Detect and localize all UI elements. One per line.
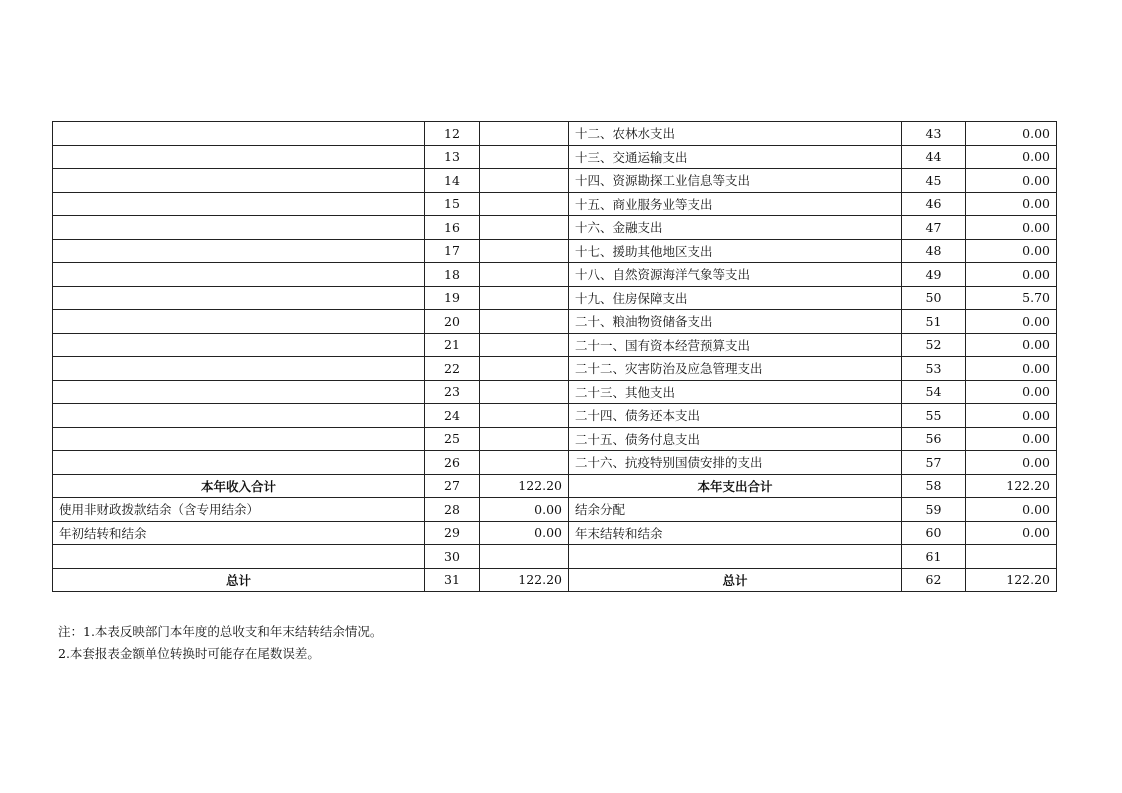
income-item-cell (53, 286, 425, 310)
expense-amount-cell: 0.00 (966, 380, 1057, 404)
expense-item-cell: 年末结转和结余 (569, 521, 902, 545)
income-line-number-cell: 22 (425, 357, 480, 381)
expense-amount-cell: 0.00 (966, 239, 1057, 263)
expense-amount-cell: 122.20 (966, 568, 1057, 592)
expense-line-number-cell: 43 (902, 122, 966, 146)
expense-item-cell: 结余分配 (569, 498, 902, 522)
expense-item-cell: 总计 (569, 568, 902, 592)
income-amount-cell (480, 216, 569, 240)
income-line-number-cell: 13 (425, 145, 480, 169)
income-amount-cell (480, 263, 569, 287)
table-row (53, 545, 1057, 569)
expense-amount-cell: 0.00 (966, 169, 1057, 193)
expense-amount-cell: 0.00 (966, 333, 1057, 357)
table-row (53, 427, 1057, 451)
expense-item-cell: 十七、援助其他地区支出 (569, 239, 902, 263)
expense-amount-cell: 0.00 (966, 521, 1057, 545)
footnotes (58, 621, 382, 665)
expense-line-number-cell: 47 (902, 216, 966, 240)
table-row (53, 286, 1057, 310)
income-item-cell (53, 333, 425, 357)
expense-item-cell (569, 545, 902, 569)
income-line-number-cell: 21 (425, 333, 480, 357)
income-amount-cell: 0.00 (480, 521, 569, 545)
income-line-number-cell: 18 (425, 263, 480, 287)
income-item-cell: 本年收入合计 (53, 474, 425, 498)
income-item-cell (53, 169, 425, 193)
expense-line-number-cell: 48 (902, 239, 966, 263)
table-row (53, 192, 1057, 216)
expense-amount-cell: 0.00 (966, 357, 1057, 381)
expense-item-cell: 十四、资源勘探工业信息等支出 (569, 169, 902, 193)
expense-item-cell: 二十六、抗疫特别国债安排的支出 (569, 451, 902, 475)
expense-item-cell: 二十、粮油物资储备支出 (569, 310, 902, 334)
expense-line-number-cell: 57 (902, 451, 966, 475)
income-amount-cell (480, 192, 569, 216)
table-row (53, 263, 1057, 287)
income-item-cell (53, 145, 425, 169)
expense-line-number-cell: 51 (902, 310, 966, 334)
table-row (53, 474, 1057, 498)
table-row (53, 310, 1057, 334)
income-amount-cell (480, 451, 569, 475)
income-item-cell (53, 427, 425, 451)
income-amount-cell: 0.00 (480, 498, 569, 522)
income-amount-cell (480, 357, 569, 381)
expense-line-number-cell: 49 (902, 263, 966, 287)
income-amount-cell (480, 169, 569, 193)
expense-item-cell: 十八、自然资源海洋气象等支出 (569, 263, 902, 287)
income-item-cell (53, 380, 425, 404)
expense-item-cell: 十九、住房保障支出 (569, 286, 902, 310)
expense-line-number-cell: 59 (902, 498, 966, 522)
income-item-cell (53, 310, 425, 334)
income-line-number-cell: 26 (425, 451, 480, 475)
expense-amount-cell: 0.00 (966, 216, 1057, 240)
income-amount-cell (480, 122, 569, 146)
table-row (53, 122, 1057, 146)
income-item-cell (53, 239, 425, 263)
income-amount-cell (480, 545, 569, 569)
expense-amount-cell: 0.00 (966, 451, 1057, 475)
income-amount-cell (480, 380, 569, 404)
table-row (53, 239, 1057, 263)
table-row (53, 404, 1057, 428)
expense-line-number-cell: 56 (902, 427, 966, 451)
expense-amount-cell: 0.00 (966, 310, 1057, 334)
expense-item-cell: 二十一、国有资本经营预算支出 (569, 333, 902, 357)
expense-item-cell: 十二、农林水支出 (569, 122, 902, 146)
expense-amount-cell: 0.00 (966, 427, 1057, 451)
table-body (53, 122, 1057, 592)
income-amount-cell (480, 333, 569, 357)
income-line-number-cell: 12 (425, 122, 480, 146)
income-line-number-cell: 23 (425, 380, 480, 404)
table-row (53, 145, 1057, 169)
expense-line-number-cell: 53 (902, 357, 966, 381)
expense-amount-cell: 5.70 (966, 286, 1057, 310)
income-line-number-cell: 17 (425, 239, 480, 263)
footnote-1: 注：1.本表反映部门本年度的总收支和年末结转结余情况。 (58, 624, 383, 639)
table-row (53, 498, 1057, 522)
report-sheet (52, 121, 1056, 592)
income-item-cell (53, 192, 425, 216)
income-item-cell (53, 263, 425, 287)
income-amount-cell (480, 427, 569, 451)
income-expense-table (52, 121, 1057, 592)
income-amount-cell (480, 404, 569, 428)
income-line-number-cell: 25 (425, 427, 480, 451)
income-line-number-cell: 24 (425, 404, 480, 428)
income-item-cell: 年初结转和结余 (53, 521, 425, 545)
table-row (53, 451, 1057, 475)
income-item-cell (53, 404, 425, 428)
income-amount-cell (480, 310, 569, 334)
expense-amount-cell: 0.00 (966, 145, 1057, 169)
expense-amount-cell: 0.00 (966, 122, 1057, 146)
income-item-cell (53, 357, 425, 381)
income-item-cell (53, 122, 425, 146)
income-item-cell: 使用非财政拨款结余（含专用结余） (53, 498, 425, 522)
expense-item-cell: 二十四、债务还本支出 (569, 404, 902, 428)
expense-line-number-cell: 61 (902, 545, 966, 569)
expense-line-number-cell: 46 (902, 192, 966, 216)
income-amount-cell: 122.20 (480, 474, 569, 498)
expense-line-number-cell: 44 (902, 145, 966, 169)
expense-line-number-cell: 62 (902, 568, 966, 592)
income-line-number-cell: 30 (425, 545, 480, 569)
expense-amount-cell (966, 545, 1057, 569)
expense-item-cell: 十五、商业服务业等支出 (569, 192, 902, 216)
expense-line-number-cell: 58 (902, 474, 966, 498)
income-item-cell (53, 216, 425, 240)
table-row (53, 216, 1057, 240)
expense-item-cell: 二十五、债务付息支出 (569, 427, 902, 451)
expense-amount-cell: 0.00 (966, 192, 1057, 216)
table-row (53, 333, 1057, 357)
expense-item-cell: 十六、金融支出 (569, 216, 902, 240)
expense-item-cell: 二十三、其他支出 (569, 380, 902, 404)
expense-item-cell: 十三、交通运输支出 (569, 145, 902, 169)
income-amount-cell (480, 145, 569, 169)
table-row (53, 521, 1057, 545)
table-row (53, 380, 1057, 404)
income-line-number-cell: 19 (425, 286, 480, 310)
expense-amount-cell: 122.20 (966, 474, 1057, 498)
table-row (53, 169, 1057, 193)
income-line-number-cell: 28 (425, 498, 480, 522)
expense-amount-cell: 0.00 (966, 498, 1057, 522)
expense-amount-cell: 0.00 (966, 404, 1057, 428)
income-amount-cell (480, 239, 569, 263)
income-line-number-cell: 15 (425, 192, 480, 216)
expense-line-number-cell: 60 (902, 521, 966, 545)
income-line-number-cell: 27 (425, 474, 480, 498)
income-line-number-cell: 31 (425, 568, 480, 592)
expense-line-number-cell: 50 (902, 286, 966, 310)
income-item-cell (53, 451, 425, 475)
expense-line-number-cell: 52 (902, 333, 966, 357)
income-item-cell (53, 545, 425, 569)
income-amount-cell (480, 286, 569, 310)
footnote-2: 2.本套报表金额单位转换时可能存在尾数误差。 (58, 646, 320, 661)
income-line-number-cell: 16 (425, 216, 480, 240)
income-item-cell: 总计 (53, 568, 425, 592)
expense-line-number-cell: 54 (902, 380, 966, 404)
table-row (53, 568, 1057, 592)
expense-line-number-cell: 45 (902, 169, 966, 193)
expense-item-cell: 二十二、灾害防治及应急管理支出 (569, 357, 902, 381)
income-line-number-cell: 29 (425, 521, 480, 545)
table-row (53, 357, 1057, 381)
income-line-number-cell: 20 (425, 310, 480, 334)
income-line-number-cell: 14 (425, 169, 480, 193)
income-amount-cell: 122.20 (480, 568, 569, 592)
expense-amount-cell: 0.00 (966, 263, 1057, 287)
expense-item-cell: 本年支出合计 (569, 474, 902, 498)
expense-line-number-cell: 55 (902, 404, 966, 428)
